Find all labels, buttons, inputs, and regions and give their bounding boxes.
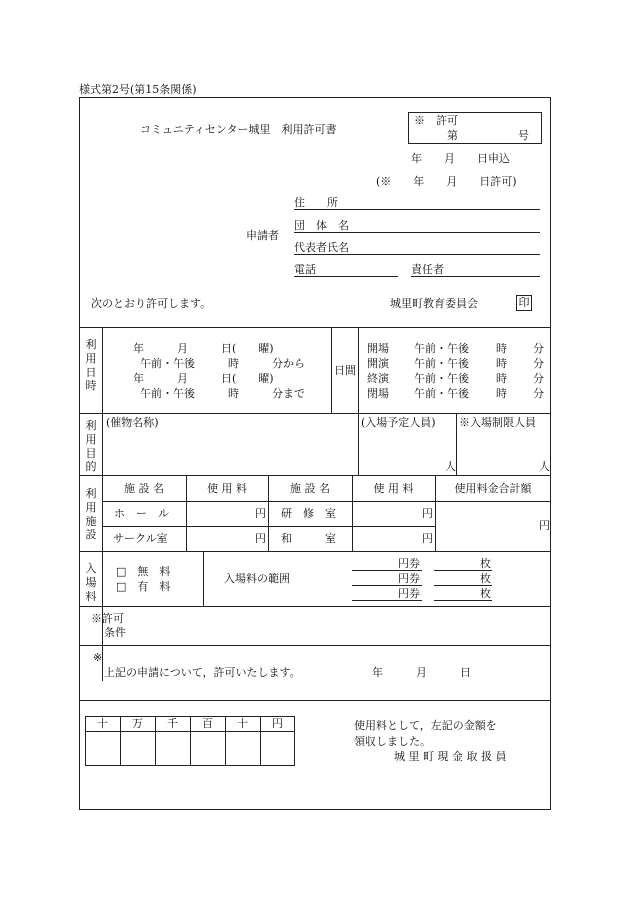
- ticket-count: 枚: [480, 572, 491, 585]
- permitted-date: (※ 年 月 日許可): [376, 175, 517, 188]
- period-label: 日間: [334, 364, 356, 377]
- facility-label: 利 用 施 設: [85, 487, 97, 542]
- seal-mark: 印: [516, 295, 532, 311]
- ticket-count-line[interactable]: [434, 600, 492, 601]
- label-column-divider: [102, 327, 103, 681]
- expected-unit: 人: [445, 460, 456, 473]
- address-label: 住 所: [294, 196, 338, 209]
- slot-hour: 時: [496, 357, 507, 370]
- conditions-label-1: ※許可: [91, 612, 124, 625]
- org-label: 団 体 名: [294, 219, 349, 232]
- cash-handler: 城 里 町 現 金 取 扱 員: [394, 750, 507, 763]
- slot-hour: 時: [496, 372, 507, 385]
- header-facility-name: 施 設 名: [290, 482, 330, 495]
- divider: [203, 551, 204, 606]
- paid-checkbox[interactable]: □ 有 料: [116, 580, 171, 593]
- ticket-count: 枚: [480, 557, 491, 570]
- slot-hour: 時: [496, 387, 507, 400]
- slot-minute: 分: [533, 372, 544, 385]
- applicant-label: 申請者: [246, 229, 279, 242]
- approval-date: 年 月 日: [372, 666, 471, 679]
- form-number: 様式第2号(第15条関係): [79, 83, 197, 96]
- phone-label: 電話: [294, 263, 316, 276]
- ticket-price: 円券: [398, 557, 420, 570]
- slot-minute: 分: [533, 387, 544, 400]
- ticket-count-line[interactable]: [434, 570, 492, 571]
- divider: [79, 551, 551, 552]
- digit-header: 十: [97, 717, 108, 730]
- usage-time-label: 利 用 日 時: [85, 338, 97, 393]
- responsible-line[interactable]: [411, 276, 540, 277]
- divider: [79, 606, 551, 607]
- digit-header: 百: [202, 717, 213, 730]
- digit-header: 円: [272, 717, 283, 730]
- rep-label: 代表者氏名: [294, 241, 349, 254]
- header-fee: 使 用 料: [373, 482, 414, 495]
- digit-header: 千: [167, 717, 178, 730]
- slot-hour: 時: [496, 342, 507, 355]
- header-fee: 使 用 料: [207, 482, 247, 495]
- address-line[interactable]: [294, 209, 540, 210]
- end-date: 年 月 日( 曜): [133, 372, 274, 385]
- applied-date: 年 月 日申込: [411, 152, 510, 165]
- ticket-price: 円券: [398, 572, 420, 585]
- ticket-price-line[interactable]: [352, 600, 422, 601]
- slot-name: 開場: [367, 342, 389, 355]
- ticket-count: 枚: [480, 587, 491, 600]
- rep-line[interactable]: [294, 254, 540, 255]
- org-line[interactable]: [294, 232, 540, 233]
- issuer: 城里町教育委員会: [390, 297, 478, 310]
- divider: [79, 645, 551, 646]
- divider: [79, 413, 551, 414]
- approval-mark: ※: [93, 651, 103, 664]
- slot-name: 開演: [367, 357, 389, 370]
- divider: [358, 413, 359, 475]
- conditions-label-2: 条件: [104, 626, 126, 639]
- permit-box-dai: 第: [447, 129, 458, 142]
- end-time: 午前・午後 時 分まで: [140, 387, 305, 400]
- event-name-label: (催物名称): [106, 416, 159, 429]
- slot-name: 閉場: [367, 387, 389, 400]
- slot-ampm: 午前・午後: [414, 387, 469, 400]
- yen-unit: 円: [422, 532, 433, 545]
- range-label: 入場料の範囲: [224, 572, 290, 585]
- divider: [102, 501, 551, 502]
- purpose-label: 利 用 目 的: [85, 419, 97, 474]
- header-total: 使用料金合計額: [454, 482, 532, 495]
- divider: [456, 413, 457, 475]
- header-facility-name: 施 設 名: [124, 482, 164, 495]
- start-date: 年 月 日( 曜): [133, 342, 274, 355]
- receipt-text-2: 領収しました。: [354, 735, 431, 748]
- slot-minute: 分: [533, 357, 544, 370]
- divider: [358, 327, 359, 413]
- facility-circle-room: サークル室: [113, 532, 168, 545]
- admission-label: 入 場 料: [85, 562, 97, 603]
- yen-unit: 円: [422, 507, 433, 520]
- ticket-count-line[interactable]: [434, 585, 492, 586]
- approval-text: 上記の申請について，許可いたします。: [104, 666, 301, 679]
- facility-training-room: 研 修 室: [281, 507, 336, 520]
- ticket-price-line[interactable]: [352, 570, 422, 571]
- divider: [79, 327, 551, 328]
- receipt-text-1: 使用料として，左記の金額を: [354, 719, 497, 732]
- expected-attendance-label: (入場予定人員): [361, 416, 436, 429]
- slot-minute: 分: [533, 342, 544, 355]
- ticket-price-line[interactable]: [352, 585, 422, 586]
- free-checkbox[interactable]: □ 無 料: [116, 565, 171, 578]
- facility-hall: ホ ー ル: [114, 507, 169, 520]
- attendance-limit-label: ※入場制限人員: [459, 416, 536, 429]
- divider: [331, 327, 332, 413]
- digit-header: 十: [237, 717, 248, 730]
- slot-ampm: 午前・午後: [414, 372, 469, 385]
- start-time: 午前・午後 時 分から: [140, 357, 305, 370]
- responsible-label: 責任者: [411, 263, 444, 276]
- permit-box-label: ※ 許可: [414, 114, 458, 127]
- permit-box-go: 号: [518, 129, 529, 142]
- yen-unit: 円: [255, 532, 266, 545]
- notice-text: 次のとおり許可します。: [91, 297, 212, 310]
- total-yen-unit: 円: [539, 519, 550, 532]
- facility-japanese-room: 和 室: [281, 532, 336, 545]
- phone-line[interactable]: [294, 276, 398, 277]
- limit-unit: 人: [539, 460, 550, 473]
- divider: [79, 475, 551, 476]
- slot-name: 終演: [367, 372, 389, 385]
- digit-header: 万: [132, 717, 143, 730]
- ticket-price: 円券: [398, 587, 420, 600]
- document-title: コミュニティセンター城里 利用許可書: [140, 123, 337, 136]
- slot-ampm: 午前・午後: [414, 357, 469, 370]
- yen-unit: 円: [255, 507, 266, 520]
- slot-ampm: 午前・午後: [414, 342, 469, 355]
- divider: [79, 700, 551, 701]
